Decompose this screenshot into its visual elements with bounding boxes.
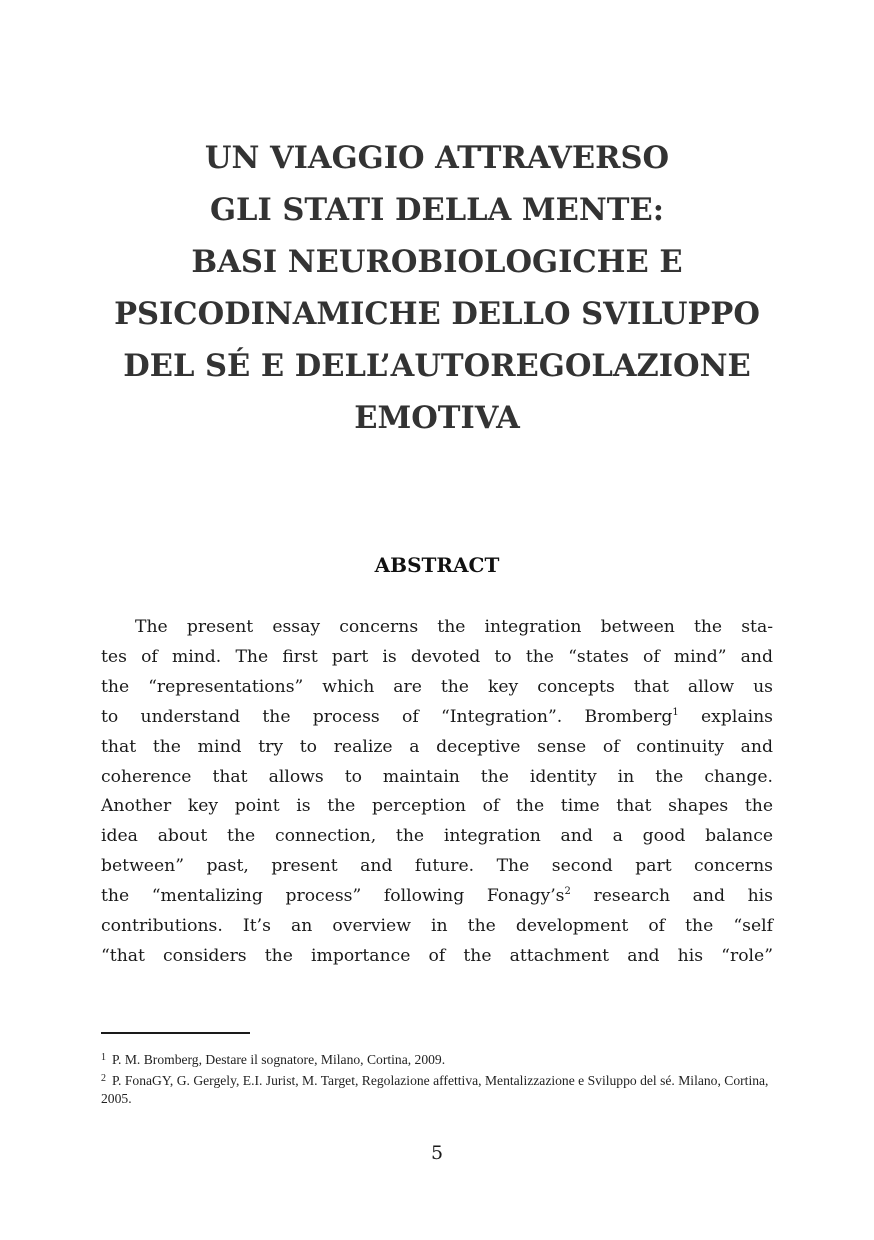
chapter-title [60,132,814,444]
title-line: GLI STATI DELLA MENTE: [210,192,664,228]
footnote-text: P. M. Bromberg, Destare il sognatore, Milano, Cortina, 2009. [112,1052,446,1067]
abstract-line: that the mind try to realize a deceptive sense of continuity and [101,736,773,757]
abstract-heading: ABSTRACT [374,553,500,577]
abstract-line [101,882,773,912]
abstract-line: idea about the connection, the integration and a good balance [101,826,773,847]
abstract-line: between” past, present and future. The second part concerns [101,856,773,877]
abstract-line-part: to understand the process of “Integration”. Bromberg [101,706,673,727]
title-line: BASI NEUROBIOLOGICHE E [191,244,683,280]
abstract-body [101,613,773,972]
abstract-line: contributions. It’s an overview in the development of the “self [101,916,773,937]
abstract-line: the “representations” which are the key concepts that allow us [101,676,773,697]
abstract-line: The present essay concerns the integration between the sta- [135,617,773,637]
abstract-line-part: explains [701,706,773,727]
footnote-number: 2 [101,1072,106,1084]
title-line: UN VIAGGIO ATTRAVERSO [204,140,670,176]
title-line: PSICODINAMICHE DELLO SVILUPPO [114,296,760,332]
footnote-reference[interactable]: 1 [672,706,679,718]
footnote-item [101,1070,776,1109]
abstract-line [101,703,773,733]
page-number: 5 [430,1142,444,1164]
title-line: EMOTIVA [354,400,520,436]
abstract-line: coherence that allows to maintain the identity in the change. [101,766,773,787]
abstract-line: tes of mind. The first part is devoted to the “states of mind” and [101,646,773,667]
footnote-text: P. FonaGY, G. Gergely, E.I. Jurist, M. Target, Regolazione affettiva, Mentalizzazione e Sviluppo del sé. Milano, Cortina, 2005. [101,1072,769,1107]
footnote-reference[interactable]: 2 [564,886,571,898]
abstract-line-part: research and his [593,886,774,907]
footnote-separator [101,1032,250,1034]
title-line: DEL SÉ E DELL’AUTOREGOLAZIONE [123,348,751,384]
abstract-line: Another key point is the perception of the time that shapes the [101,796,773,817]
abstract-line-part: the “mentalizing process” following Fonagy’s [101,886,565,907]
footnotes [101,1049,776,1109]
footnote-item [101,1049,776,1070]
footnote-number: 1 [101,1052,106,1063]
abstract-line: “that considers the importance of the attachment and his “role” [101,945,773,966]
